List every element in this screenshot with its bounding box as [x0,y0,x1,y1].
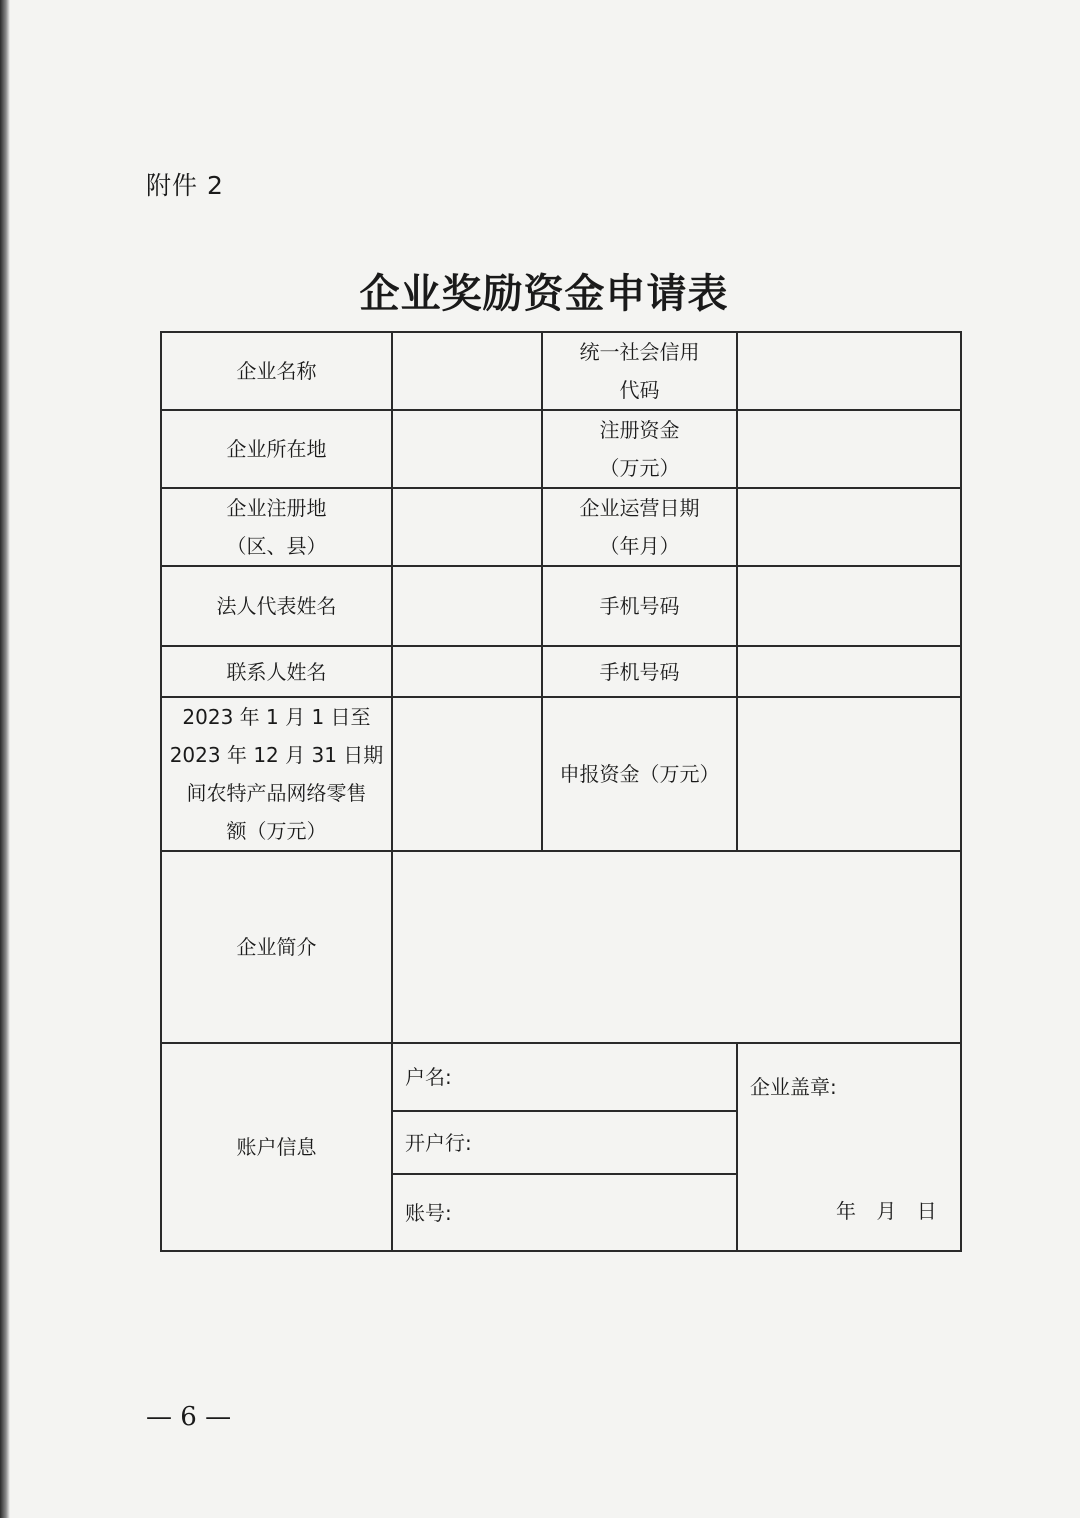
field-retail-sales[interactable] [392,697,542,851]
label-company-intro: 企业简介 [161,851,392,1043]
attachment-label: 附件 2 [146,171,224,200]
field-contact-phone[interactable] [737,646,961,697]
label-location: 企业所在地 [161,410,392,488]
label-legal-rep-name: 法人代表姓名 [161,566,392,646]
label-contact-phone: 手机号码 [542,646,737,697]
field-company-intro[interactable] [392,851,961,1043]
field-company-name[interactable] [392,332,542,410]
seal-area [737,1043,961,1251]
field-registered-place[interactable] [392,488,542,566]
field-location[interactable] [392,410,542,488]
application-form-table [160,331,962,1252]
field-registered-capital[interactable] [737,410,961,488]
field-account-number[interactable]: 账号: [392,1174,737,1251]
field-contact-name[interactable] [392,646,542,697]
field-declared-funds[interactable] [737,697,961,851]
field-bank[interactable]: 开户行: [392,1111,737,1174]
seal-label: 企业盖章: [750,1075,837,1099]
seal-date: 年 月 日 [836,1199,937,1223]
page-number: — 6 — [146,1402,232,1432]
label-legal-rep-phone: 手机号码 [542,566,737,646]
page-edge [0,0,10,1518]
field-credit-code[interactable] [737,332,961,410]
label-contact-name: 联系人姓名 [161,646,392,697]
field-account-holder[interactable]: 户名: [392,1043,737,1111]
page-title: 企业奖励资金申请表 [359,270,729,317]
label-retail-sales: 2023 年 1 月 1 日至 2023 年 12 月 31 日期 间农特产品网络零售 额（万元） [161,697,392,851]
label-registered-capital: 注册资金 （万元） [542,410,737,488]
field-legal-rep-phone[interactable] [737,566,961,646]
label-company-name: 企业名称 [161,332,392,410]
field-legal-rep-name[interactable] [392,566,542,646]
field-operation-date[interactable] [737,488,961,566]
label-declared-funds: 申报资金（万元） [542,697,737,851]
label-credit-code: 统一社会信用 代码 [542,332,737,410]
label-account-info: 账户信息 [161,1043,392,1251]
label-operation-date: 企业运营日期 （年月） [542,488,737,566]
label-registered-place: 企业注册地 （区、县） [161,488,392,566]
